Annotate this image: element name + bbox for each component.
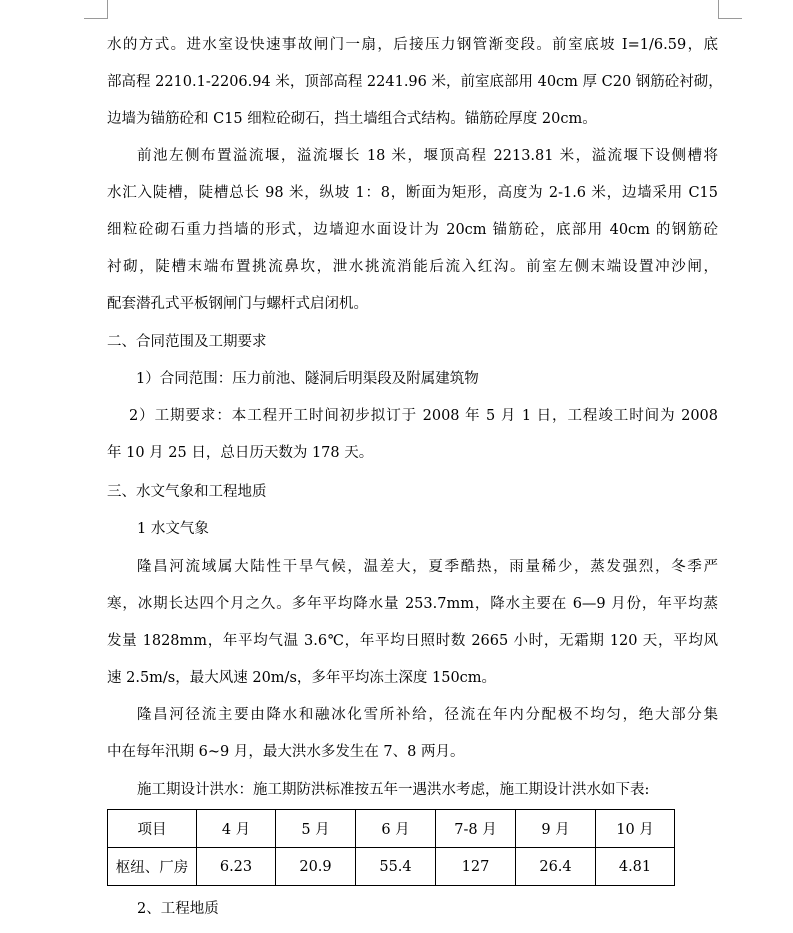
text-line: 寒，冰期长达四个月之久。多年平均降水量 253.7mm，降水主要在 6—9 月份，年平均蒸 <box>107 596 718 612</box>
table-row-label: 枢纽、厂房 <box>108 848 197 886</box>
paragraph-climate <box>107 549 718 697</box>
table-cell: 127 <box>436 848 516 886</box>
text-line: 隆昌河流域属大陆性干旱气候，温差大，夏季酷热，雨量稀少，蒸发强烈，冬季严 <box>137 559 718 575</box>
text-line: 发量 1828mm，年平均气温 3.6℃，年平均日照时数 2665 小时，无霜期 120 天，平均风 <box>107 633 718 649</box>
text-line: 年 10 月 25 日，总日历天数为 178 天。 <box>107 445 374 461</box>
table-cell: 20.9 <box>276 848 356 886</box>
section-heading-contract-scope: 二、合同范围及工期要求 <box>107 334 267 350</box>
design-flood-table <box>107 809 675 886</box>
text-line: 边墙为锚筋砼和 C15 细粒砼砌石，挡土墙组合式结构。锚筋砼厚度 20cm。 <box>107 111 597 127</box>
table-cell: 6.23 <box>197 848 276 886</box>
text-line: 前池左侧布置溢流堰，溢流堰长 18 米，堰顶高程 2213.81 米，溢流堰下设侧槽将 <box>137 148 718 164</box>
table-header-cell: 10 月 <box>596 810 675 848</box>
table-header-row <box>108 810 675 848</box>
text-line: 部高程 2210.1-2206.94 米，顶部高程 2241.96 米，前室底部用 40cm 厚 C20 钢筋砼衬砌， <box>107 74 723 90</box>
table-cell: 55.4 <box>356 848 436 886</box>
table-header-cell: 5 月 <box>276 810 356 848</box>
item-schedule <box>107 398 718 472</box>
text-line: 2）工期要求：本工程开工时间初步拟订于 2008 年 5 月 1 日，工程竣工时间为 2008 <box>129 408 718 424</box>
subheading-engineering-geology: 2、工程地质 <box>137 901 219 917</box>
crop-mark-right-vertical <box>718 0 719 18</box>
crop-mark-left-horizontal <box>84 18 108 19</box>
section-heading-hydrology-geology: 三、水文气象和工程地质 <box>107 484 267 500</box>
text-line: 速 2.5m/s，最大风速 20m/s，多年平均冻土深度 150cm。 <box>107 670 497 686</box>
table-row <box>108 848 675 886</box>
text-line: 衬砌，陡槽末端布置挑流鼻坎，泄水挑流消能后流入红沟。前室左侧末端设置冲沙闸， <box>107 259 718 275</box>
text-line: 细粒砼砌石重力挡墙的形式，边墙迎水面设计为 20cm 锚筋砼，底部用 40cm 的钢筋砼 <box>107 222 718 238</box>
table-cell: 4.81 <box>596 848 675 886</box>
subheading-hydrometeorology: 1 水文气象 <box>137 521 209 537</box>
text-line: 中在每年汛期 6~9 月，最大洪水多发生在 7、8 两月。 <box>107 744 465 760</box>
table-header-cell: 7-8 月 <box>436 810 516 848</box>
text-line: 水汇入陡槽，陡槽总长 98 米，纵坡 1：8，断面为矩形，高度为 2-1.6 米，边墙采用 C15 <box>107 185 718 201</box>
text-line: 隆昌河径流主要由降水和融冰化雪所补给，径流在年内分配极不均匀，绝大部分集 <box>137 707 718 723</box>
table-header-cell: 4 月 <box>197 810 276 848</box>
crop-mark-left-vertical <box>107 0 108 18</box>
table-header-cell: 6 月 <box>356 810 436 848</box>
paragraph-flood-intro: 施工期设计洪水：施工期防洪标准按五年一遇洪水考虑，施工期设计洪水如下表: <box>137 782 650 798</box>
crop-mark-right-horizontal <box>718 18 742 19</box>
table-header-cell: 9 月 <box>516 810 596 848</box>
table-header-cell: 项目 <box>108 810 197 848</box>
paragraph-spillway <box>107 138 718 323</box>
table-cell: 26.4 <box>516 848 596 886</box>
item-contract-scope: 1）合同范围：压力前池、隧洞后明渠段及附属建筑物 <box>136 371 479 387</box>
text-line: 配套潜孔式平板钢闸门与螺杆式启闭机。 <box>107 296 368 312</box>
paragraph-runoff <box>107 697 718 771</box>
paragraph-intake-chamber <box>107 27 723 138</box>
text-line: 水的方式。进水室设快速事故闸门一扇，后接压力钢管渐变段。前室底坡 I=1/6.59，底 <box>107 37 718 53</box>
